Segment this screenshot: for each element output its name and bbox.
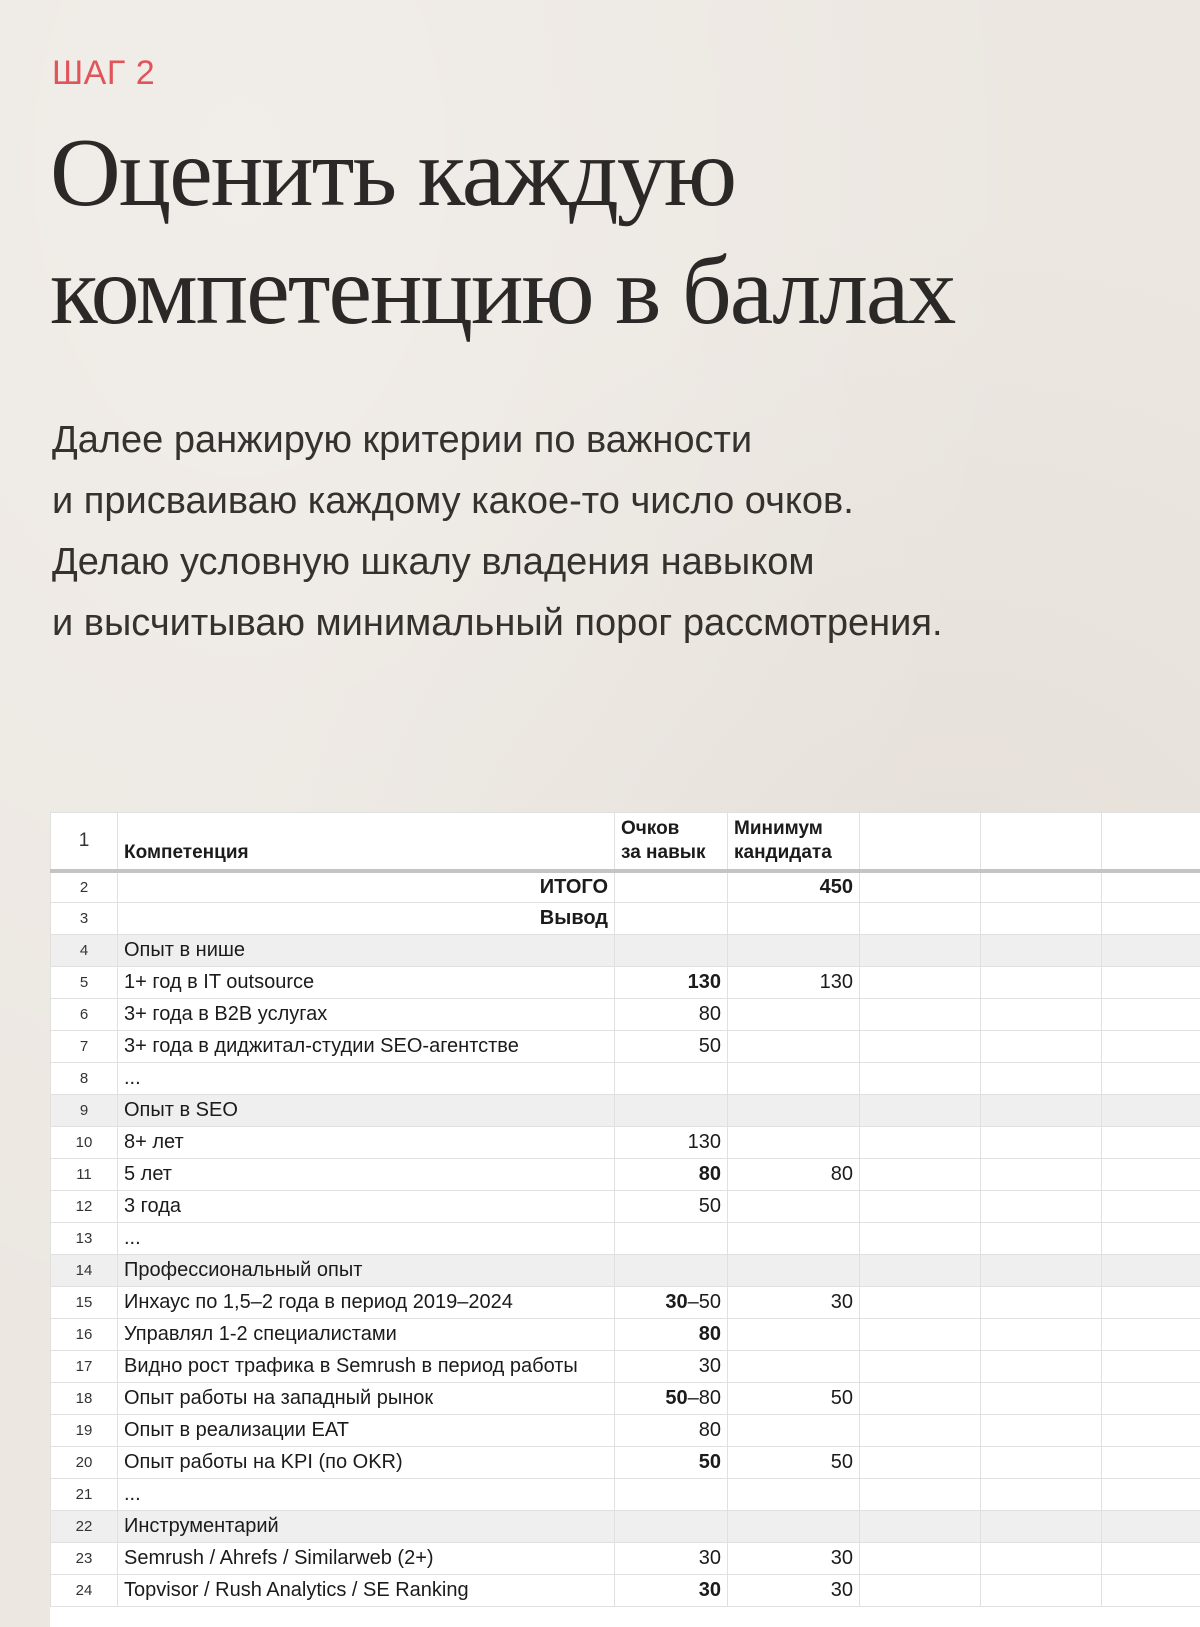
minimum-cell[interactable] bbox=[728, 1127, 860, 1159]
table-row bbox=[51, 999, 1200, 1031]
empty-cell[interactable] bbox=[860, 1383, 981, 1415]
table-row bbox=[51, 967, 1200, 999]
competence-cell[interactable]: 3+ года в B2B услугах bbox=[118, 999, 615, 1031]
empty-cell[interactable] bbox=[1102, 935, 1200, 967]
header-points-line-1: Очков bbox=[621, 817, 680, 839]
empty-cell[interactable] bbox=[981, 1479, 1102, 1511]
section-title-cell[interactable]: Опыт в нише bbox=[118, 935, 615, 967]
points-cell[interactable]: 50 bbox=[615, 1031, 728, 1063]
points-cell[interactable] bbox=[615, 1255, 728, 1287]
row-number: 8 bbox=[51, 1063, 118, 1095]
points-cell[interactable] bbox=[615, 1287, 728, 1319]
points-cell[interactable] bbox=[615, 1063, 728, 1095]
section-title-cell[interactable]: Опыт в SEO bbox=[118, 1095, 615, 1127]
points-range-min: 30 bbox=[665, 1291, 688, 1313]
row-number: 3 bbox=[51, 903, 118, 935]
empty-cell[interactable] bbox=[1102, 1255, 1200, 1287]
table-row bbox=[51, 1575, 1200, 1607]
empty-cell[interactable] bbox=[981, 1287, 1102, 1319]
table-row bbox=[51, 1287, 1200, 1319]
row-number: 5 bbox=[51, 967, 118, 999]
empty-cell[interactable] bbox=[981, 1031, 1102, 1063]
row-number: 24 bbox=[51, 1575, 118, 1607]
competence-cell[interactable]: 8+ лет bbox=[118, 1127, 615, 1159]
empty-cell[interactable] bbox=[860, 999, 981, 1031]
spreadsheet bbox=[50, 812, 1200, 1627]
minimum-cell[interactable]: 50 bbox=[728, 1447, 860, 1479]
points-cell[interactable] bbox=[615, 935, 728, 967]
points-cell[interactable] bbox=[615, 1511, 728, 1543]
points-cell[interactable]: 50 bbox=[615, 1191, 728, 1223]
competence-cell[interactable]: 5 лет bbox=[118, 1159, 615, 1191]
row-number: 16 bbox=[51, 1319, 118, 1351]
row-number: 10 bbox=[51, 1127, 118, 1159]
points-cell[interactable]: 80 bbox=[615, 1415, 728, 1447]
empty-cell[interactable] bbox=[860, 903, 981, 935]
total-value-cell[interactable]: 450 bbox=[728, 871, 860, 903]
empty-cell[interactable] bbox=[860, 1287, 981, 1319]
table-row bbox=[51, 1319, 1200, 1351]
minimum-cell[interactable]: 80 bbox=[728, 1159, 860, 1191]
minimum-cell[interactable] bbox=[728, 903, 860, 935]
step-label: ШАГ 2 bbox=[52, 54, 156, 92]
row-number: 13 bbox=[51, 1223, 118, 1255]
empty-cell[interactable] bbox=[1102, 1351, 1200, 1383]
empty-cell[interactable] bbox=[860, 1511, 981, 1543]
section-row bbox=[51, 1511, 1200, 1543]
row-number: 20 bbox=[51, 1447, 118, 1479]
points-range-max: –80 bbox=[687, 1387, 721, 1409]
points-cell[interactable]: 80 bbox=[615, 1319, 728, 1351]
empty-cell[interactable] bbox=[981, 1095, 1102, 1127]
row-number: 7 bbox=[51, 1031, 118, 1063]
empty-cell[interactable] bbox=[1102, 1415, 1200, 1447]
competence-cell[interactable]: 3 года bbox=[118, 1191, 615, 1223]
empty-cell[interactable] bbox=[860, 1127, 981, 1159]
empty-cell[interactable] bbox=[981, 1447, 1102, 1479]
empty-cell[interactable] bbox=[1102, 1479, 1200, 1511]
row-number: 12 bbox=[51, 1191, 118, 1223]
empty-cell[interactable] bbox=[981, 1415, 1102, 1447]
points-range-min: 50 bbox=[665, 1387, 688, 1409]
header-points[interactable] bbox=[615, 813, 728, 871]
header-points-line-2: за навык bbox=[621, 841, 706, 863]
points-range-max: –50 bbox=[687, 1291, 721, 1313]
minimum-cell[interactable] bbox=[728, 1415, 860, 1447]
points-cell[interactable] bbox=[615, 903, 728, 935]
competence-cell[interactable]: Видно рост трафика в Semrush в период работы bbox=[118, 1351, 615, 1383]
table-row bbox=[51, 1159, 1200, 1191]
empty-cell[interactable] bbox=[1102, 1159, 1200, 1191]
body-paragraph bbox=[52, 410, 1152, 654]
minimum-cell[interactable] bbox=[728, 1223, 860, 1255]
minimum-cell[interactable] bbox=[728, 1511, 860, 1543]
headline bbox=[50, 114, 1150, 350]
competence-cell[interactable]: Semrush / Ahrefs / Similarweb (2+) bbox=[118, 1543, 615, 1575]
points-cell[interactable]: 80 bbox=[615, 1159, 728, 1191]
empty-cell[interactable] bbox=[860, 1351, 981, 1383]
table-row bbox=[51, 1223, 1200, 1255]
table-row bbox=[51, 1415, 1200, 1447]
row-number: 9 bbox=[51, 1095, 118, 1127]
header-row bbox=[51, 813, 1200, 871]
empty-cell[interactable] bbox=[860, 1447, 981, 1479]
total-label-cell[interactable]: ИТОГО bbox=[118, 871, 615, 903]
conclusion-label-cell[interactable]: Вывод bbox=[118, 903, 615, 935]
competence-cell[interactable]: ... bbox=[118, 1063, 615, 1095]
empty-cell[interactable] bbox=[981, 903, 1102, 935]
empty-cell[interactable] bbox=[860, 1223, 981, 1255]
empty-cell[interactable] bbox=[981, 967, 1102, 999]
row-number: 6 bbox=[51, 999, 118, 1031]
empty-cell[interactable] bbox=[1102, 903, 1200, 935]
empty-cell[interactable] bbox=[981, 1159, 1102, 1191]
section-row bbox=[51, 1255, 1200, 1287]
empty-cell[interactable] bbox=[981, 1063, 1102, 1095]
empty-cell[interactable] bbox=[1102, 1127, 1200, 1159]
row-number: 19 bbox=[51, 1415, 118, 1447]
empty-cell[interactable] bbox=[981, 1319, 1102, 1351]
spreadsheet-grid bbox=[50, 812, 1200, 1607]
empty-cell[interactable] bbox=[1102, 1095, 1200, 1127]
empty-cell[interactable] bbox=[981, 813, 1102, 871]
minimum-cell[interactable] bbox=[728, 935, 860, 967]
empty-cell[interactable] bbox=[860, 1319, 981, 1351]
empty-cell[interactable] bbox=[981, 1255, 1102, 1287]
row-number: 4 bbox=[51, 935, 118, 967]
points-cell[interactable] bbox=[615, 1095, 728, 1127]
table-row bbox=[51, 1543, 1200, 1575]
competence-cell[interactable]: 1+ год в IT outsource bbox=[118, 967, 615, 999]
empty-cell[interactable] bbox=[1102, 1191, 1200, 1223]
competence-cell[interactable]: 3+ года в диджитал-студии SEO-агентстве bbox=[118, 1031, 615, 1063]
empty-cell[interactable] bbox=[860, 967, 981, 999]
empty-cell[interactable] bbox=[981, 1575, 1102, 1607]
empty-cell[interactable] bbox=[860, 1255, 981, 1287]
headline-line-1: Оценить каждую bbox=[50, 119, 736, 227]
empty-cell[interactable] bbox=[981, 1383, 1102, 1415]
competence-cell[interactable]: Topvisor / Rush Analytics / SE Ranking bbox=[118, 1575, 615, 1607]
competence-cell[interactable]: Опыт в реализации EAT bbox=[118, 1415, 615, 1447]
empty-cell[interactable] bbox=[860, 1575, 981, 1607]
table-row bbox=[51, 1063, 1200, 1095]
empty-cell[interactable] bbox=[981, 1543, 1102, 1575]
empty-cell[interactable] bbox=[1102, 1543, 1200, 1575]
section-row bbox=[51, 935, 1200, 967]
empty-cell[interactable] bbox=[860, 1415, 981, 1447]
minimum-cell[interactable]: 130 bbox=[728, 967, 860, 999]
minimum-cell[interactable] bbox=[728, 1319, 860, 1351]
empty-cell[interactable] bbox=[981, 1127, 1102, 1159]
empty-cell[interactable] bbox=[981, 1511, 1102, 1543]
table-row bbox=[51, 1127, 1200, 1159]
empty-cell[interactable] bbox=[860, 871, 981, 903]
minimum-cell[interactable] bbox=[728, 1063, 860, 1095]
row-number: 23 bbox=[51, 1543, 118, 1575]
minimum-cell[interactable] bbox=[728, 999, 860, 1031]
points-cell[interactable]: 30 bbox=[615, 1351, 728, 1383]
table-row bbox=[51, 1479, 1200, 1511]
minimum-cell[interactable]: 30 bbox=[728, 1287, 860, 1319]
section-title-cell[interactable]: Профессиональный опыт bbox=[118, 1255, 615, 1287]
empty-cell[interactable] bbox=[981, 1351, 1102, 1383]
empty-cell[interactable] bbox=[1102, 1383, 1200, 1415]
empty-cell[interactable] bbox=[981, 935, 1102, 967]
minimum-cell[interactable] bbox=[728, 1479, 860, 1511]
points-cell[interactable] bbox=[615, 1223, 728, 1255]
points-cell[interactable]: 130 bbox=[615, 967, 728, 999]
minimum-cell[interactable] bbox=[728, 1191, 860, 1223]
empty-cell[interactable] bbox=[1102, 1319, 1200, 1351]
minimum-cell[interactable] bbox=[728, 1031, 860, 1063]
table-row bbox=[51, 871, 1200, 903]
empty-cell[interactable] bbox=[981, 999, 1102, 1031]
points-cell[interactable] bbox=[615, 1383, 728, 1415]
table-row bbox=[51, 1447, 1200, 1479]
empty-cell[interactable] bbox=[1102, 967, 1200, 999]
table-row bbox=[51, 1383, 1200, 1415]
empty-cell[interactable] bbox=[860, 813, 981, 871]
minimum-cell[interactable]: 30 bbox=[728, 1543, 860, 1575]
empty-cell[interactable] bbox=[860, 935, 981, 967]
row-number: 21 bbox=[51, 1479, 118, 1511]
table-row bbox=[51, 1191, 1200, 1223]
empty-cell[interactable] bbox=[1102, 813, 1200, 871]
minimum-cell[interactable]: 30 bbox=[728, 1575, 860, 1607]
competence-cell[interactable]: Управлял 1-2 специалистами bbox=[118, 1319, 615, 1351]
row-number: 17 bbox=[51, 1351, 118, 1383]
row-number: 15 bbox=[51, 1287, 118, 1319]
points-cell[interactable]: 50 bbox=[615, 1447, 728, 1479]
empty-cell[interactable] bbox=[860, 1063, 981, 1095]
minimum-cell[interactable] bbox=[728, 1255, 860, 1287]
points-cell[interactable] bbox=[615, 1479, 728, 1511]
empty-cell[interactable] bbox=[1102, 1287, 1200, 1319]
row-number: 11 bbox=[51, 1159, 118, 1191]
empty-cell[interactable] bbox=[1102, 1447, 1200, 1479]
competence-cell[interactable]: ... bbox=[118, 1479, 615, 1511]
table-row bbox=[51, 1031, 1200, 1063]
points-cell[interactable]: 130 bbox=[615, 1127, 728, 1159]
empty-cell[interactable] bbox=[860, 1191, 981, 1223]
empty-cell[interactable] bbox=[1102, 999, 1200, 1031]
row-number: 22 bbox=[51, 1511, 118, 1543]
body-line-2: и присваиваю каждому какое-то число очков. bbox=[52, 480, 854, 522]
empty-cell[interactable] bbox=[860, 1543, 981, 1575]
empty-cell[interactable] bbox=[981, 1223, 1102, 1255]
empty-cell[interactable] bbox=[860, 1159, 981, 1191]
empty-cell[interactable] bbox=[860, 1031, 981, 1063]
header-minimum-line-1: Минимум bbox=[734, 817, 823, 839]
points-cell[interactable]: 80 bbox=[615, 999, 728, 1031]
empty-cell[interactable] bbox=[860, 1479, 981, 1511]
empty-cell[interactable] bbox=[1102, 1223, 1200, 1255]
empty-cell[interactable] bbox=[1102, 1063, 1200, 1095]
table-row bbox=[51, 1351, 1200, 1383]
empty-cell[interactable] bbox=[860, 1095, 981, 1127]
header-minimum[interactable] bbox=[728, 813, 860, 871]
row-number: 1 bbox=[51, 813, 118, 871]
points-cell[interactable]: 30 bbox=[615, 1575, 728, 1607]
headline-line-2: компетенцию в баллах bbox=[50, 237, 955, 345]
body-line-3: Делаю условную шкалу владения навыком bbox=[52, 541, 815, 583]
minimum-cell[interactable] bbox=[728, 1095, 860, 1127]
empty-cell[interactable] bbox=[1102, 871, 1200, 903]
empty-cell[interactable] bbox=[1102, 1575, 1200, 1607]
row-number: 18 bbox=[51, 1383, 118, 1415]
competence-cell[interactable]: Опыт работы на западный рынок bbox=[118, 1383, 615, 1415]
header-minimum-line-2: кандидата bbox=[734, 841, 832, 863]
body-line-1: Далее ранжирую критерии по важности bbox=[52, 419, 753, 461]
empty-cell[interactable] bbox=[981, 1191, 1102, 1223]
points-cell[interactable]: 30 bbox=[615, 1543, 728, 1575]
empty-cell[interactable] bbox=[981, 871, 1102, 903]
minimum-cell[interactable] bbox=[728, 1351, 860, 1383]
competence-cell[interactable]: ... bbox=[118, 1223, 615, 1255]
section-title-cell[interactable]: Инструментарий bbox=[118, 1511, 615, 1543]
header-competence[interactable]: Компетенция bbox=[118, 813, 615, 871]
row-number: 14 bbox=[51, 1255, 118, 1287]
minimum-cell[interactable]: 50 bbox=[728, 1383, 860, 1415]
empty-cell[interactable] bbox=[1102, 1031, 1200, 1063]
table-row bbox=[51, 903, 1200, 935]
competence-cell[interactable]: Инхаус по 1,5–2 года в период 2019–2024 bbox=[118, 1287, 615, 1319]
row-number: 2 bbox=[51, 871, 118, 903]
points-cell[interactable] bbox=[615, 871, 728, 903]
body-line-4: и высчитываю минимальный порог рассмотрения. bbox=[52, 602, 943, 644]
competence-cell[interactable]: Опыт работы на KPI (по OKR) bbox=[118, 1447, 615, 1479]
section-row bbox=[51, 1095, 1200, 1127]
empty-cell[interactable] bbox=[1102, 1511, 1200, 1543]
